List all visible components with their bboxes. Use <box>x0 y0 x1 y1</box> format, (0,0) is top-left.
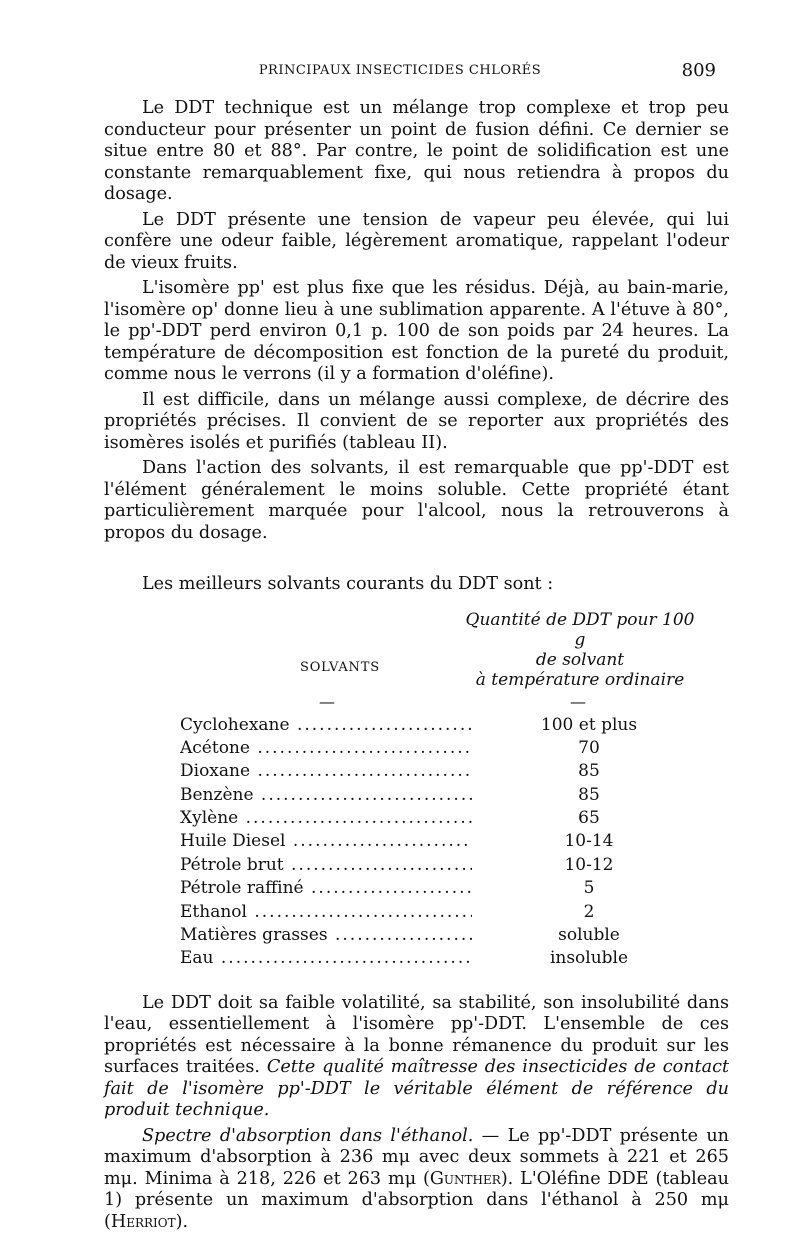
solvent-name: Dioxane ..... <box>180 760 472 783</box>
solvent-quantity: 2 <box>583 901 595 922</box>
table-row <box>104 714 729 737</box>
table-row <box>104 901 729 924</box>
solvent-name: Xylène ..... <box>180 807 472 830</box>
table-row <box>104 947 729 970</box>
emphasis-text: Cette qualité maîtresse des insecticides de contact fait de l'isomère pp'-DDT le véritable élément de référence du produit technique. <box>104 1057 730 1121</box>
solvent-quantity: 65 <box>578 808 600 829</box>
solvents-table-header <box>104 610 729 692</box>
table-row <box>104 854 729 877</box>
quantity-header-line: Quantité de DDT pour 100 g <box>465 609 695 650</box>
solvent-quantity: 70 <box>578 737 600 758</box>
page-body <box>104 98 729 1237</box>
paragraph-text: Le DDT doit sa faible volatilité, sa stabilité, son insolubilité dans l'eau, essentiellement à l'isomère pp'-DDT. L'ensemble de ces propriétés est nécessaire à la bonne rémanence du produit sur les surfaces traitées. <box>104 992 729 1078</box>
solvent-quantity: insoluble <box>549 948 629 969</box>
solvent-quantity: 85 <box>578 784 600 805</box>
table-row <box>104 877 729 900</box>
solvent-quantity: 100 et plus <box>540 714 638 735</box>
paragraph <box>104 1126 729 1234</box>
solvent-quantity: 10-12 <box>564 854 614 875</box>
header-rule <box>104 692 729 714</box>
quantity-header-line: à température ordinaire <box>475 669 685 690</box>
paragraph: Il est difficile, dans un mélange aussi complexe, de décrire des propriétés précises. Il convient de se reporter aux propriétés des isomères isolés et purifiés (tableau II). <box>104 389 729 453</box>
paragraph: Le DDT présente une tension de vapeur peu élevée, qui lui confère une odeur faible, légèrement aromatique, rappelant l'odeur de vieux fruits. <box>104 209 729 273</box>
author-citation: Herriot <box>110 1211 176 1232</box>
solvent-name: Eau ..... <box>180 947 472 970</box>
solvent-name: Pétrole raffiné ..... <box>180 877 472 900</box>
table-row <box>104 737 729 760</box>
table-row <box>104 924 729 947</box>
paragraph: Dans l'action des solvants, il est remarquable que pp'-DDT est l'élément généralement le moins soluble. Cette propriété étant particulièrement marquée pour l'alcool, nous la retrouverons à propos du dosage. <box>104 458 729 543</box>
paragraph-text: ). L'Oléfine DDE (tableau 1) présente un maximum d'absorption dans l'éthanol à 250 mμ ( <box>104 1168 729 1232</box>
quantity-column-header <box>460 610 700 690</box>
table-row <box>104 784 729 807</box>
paragraph: Le DDT technique est un mélange trop complexe et trop peu conducteur pour présenter un point de fusion défini. Ce dernier se situe entre 80 et 88°. Par contre, le point de solidification est une constante remarquablement fixe, qui nous retiendra à propos du dosage. <box>104 98 729 204</box>
running-header: PRINCIPAUX INSECTICIDES CHLORÉS <box>258 63 542 78</box>
solvent-name: Matières grasses ..... <box>180 924 472 947</box>
solvent-quantity: soluble <box>558 925 620 946</box>
paragraph: L'isomère pp' est plus fixe que les résidus. Déjà, au bain-marie, l'isomère op' donne lieu à une sublimation apparente. A l'étuve à 80°, le pp'-DDT perd environ 0,1 p. 100 de son poids par 24 heures. La température de décomposition est fonction de la pureté du produit, comme nous le verrons (il y a formation d'oléfine). <box>104 278 729 384</box>
solvent-name: Cyclohexane ..... <box>180 714 472 737</box>
solvent-name: Ethanol ..... <box>180 901 472 924</box>
table-row <box>104 830 729 853</box>
solvent-quantity: 85 <box>578 761 600 782</box>
spacer <box>104 971 729 993</box>
solvents-column-header: SOLVANTS <box>300 659 380 675</box>
table-intro: Les meilleurs solvants courants du DDT sont : <box>142 574 554 594</box>
section-run-in-heading: Spectre d'absorption dans l'éthanol. <box>142 1125 474 1146</box>
dash: — <box>319 691 335 711</box>
solvent-name: Huile Diesel ..... <box>180 830 472 853</box>
table-row <box>104 807 729 830</box>
table-row <box>104 760 729 783</box>
author-citation: Gunther <box>429 1168 501 1189</box>
solvent-name: Acétone ..... <box>180 737 472 760</box>
solvents-table <box>104 714 729 971</box>
paragraph-text: ). <box>175 1211 189 1232</box>
paragraph <box>104 993 729 1122</box>
solvent-quantity: 5 <box>583 878 595 899</box>
page-number: 809 <box>681 60 716 81</box>
solvent-name: Benzène ..... <box>180 784 472 807</box>
solvent-name: Pétrole brut ..... <box>180 854 472 877</box>
paragraph-text: — Le pp'-DDT présente un maximum d'absorption à 236 mμ avec deux sommets à 221 et 265 mμ. Minima à 218, 226 et 263 mμ ( <box>104 1125 729 1189</box>
solvent-quantity: 10-14 <box>564 831 614 852</box>
quantity-header-line: de solvant <box>535 649 625 670</box>
dash: — <box>570 691 586 711</box>
